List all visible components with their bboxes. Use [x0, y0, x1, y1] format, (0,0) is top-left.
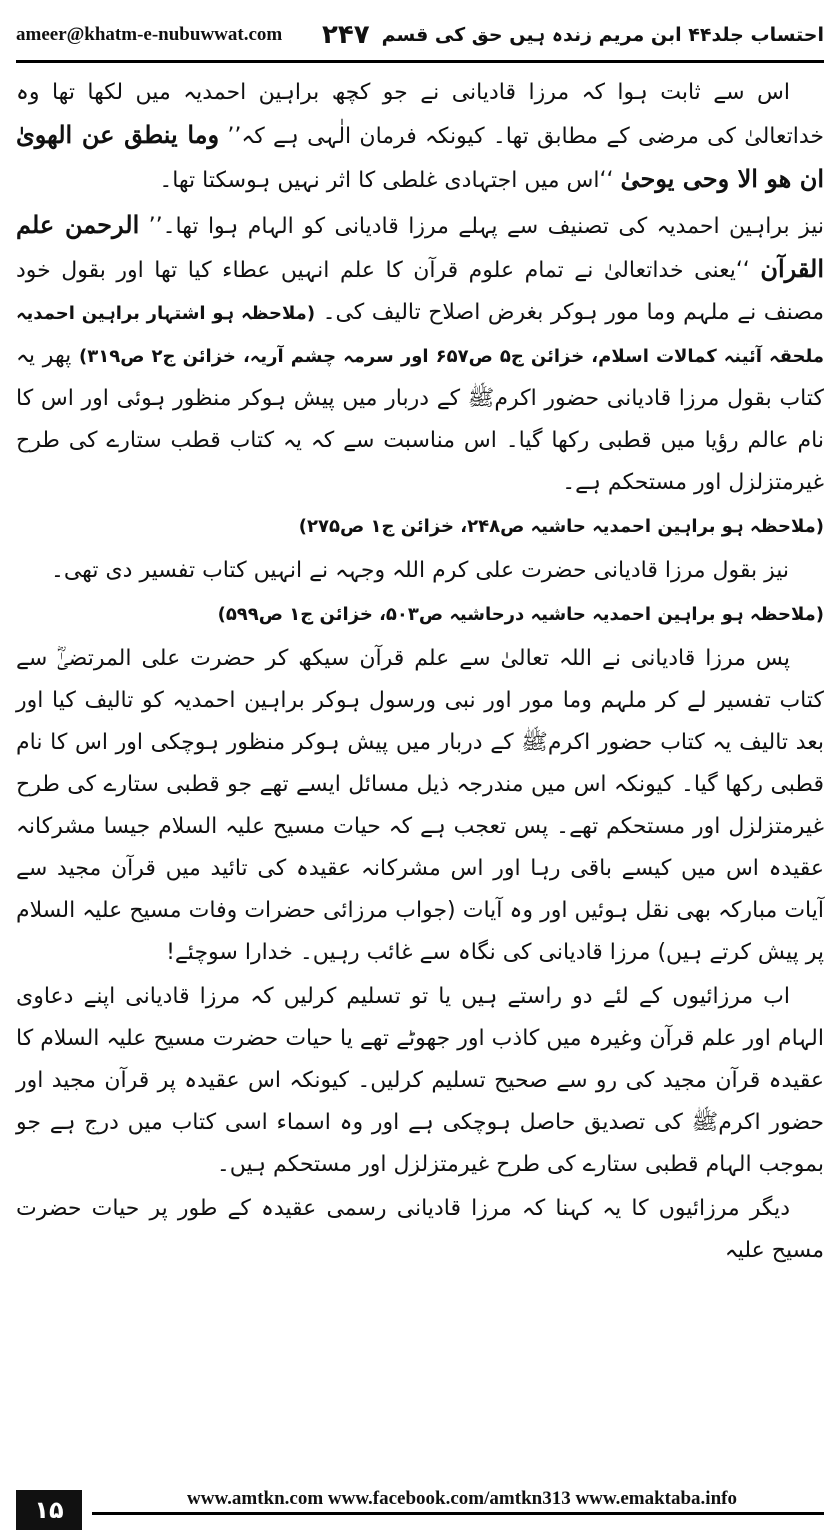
paragraph-1: [16, 72, 824, 202]
header-rule: [16, 60, 824, 63]
paragraph-2: [16, 204, 824, 504]
paragraph-5: اب مرزائیوں کے لئے دو راستے ہیں یا تو تسلیم کرلیں کہ مرزا قادیانی اپنے دعاوی الہام اور علم قرآن وغیرہ میں کاذب اور جھوٹے تھے یا حیات حضرت مسیح علیہ السلام کا عقیدہ قرآن مجید کی رو سے صحیح تسلیم کرلیں۔ کیونکہ اس عقیدہ پر قرآن مجید اور حضور اکرمﷺ کی تصدیق حاصل ہوچکی ہے اور وہ اسماء اسی کتاب میں درج ہے جو بموجب الہام قطبی ستارے کی طرح غیرمتزلزل اور مستحکم ہیں۔: [16, 984, 824, 1177]
paragraph-3: نیز بقول مرزا قادیانی حضرت علی کرم اللہ وجہہ نے انہیں کتاب تفسیر دی تھی۔: [50, 558, 790, 583]
footer-links: www.amtkn.com www.facebook.com/amtkn313 www.emaktaba.info: [100, 1488, 824, 1510]
running-title: احتساب جلد۴۴ ابن مریم زندہ ہیں حق کی قسم: [381, 24, 824, 46]
paragraph-1-tail: ‘‘اس میں اجتہادی غلطی کا اثر نہیں ہوسکتا تھا۔: [159, 168, 614, 193]
reference-2: (ملاحظہ ہو براہین احمدیہ حاشیہ ص۲۴۸، خزائن ج۱ ص۲۷۵): [298, 516, 824, 537]
quran-verse-1: وما ینطق عن الهویٰ ان هو الا وحی یوحیٰ: [16, 120, 824, 193]
header-page-number: ۲۴۷: [322, 20, 370, 50]
footer-rule: [92, 1512, 824, 1515]
reference-1: (ملاحظہ ہو اشتہار براہین احمدیہ ملحقہ آئینہ کمالات اسلام، خزائن ج۵ ص۶۵۷ اور سرمہ چشم آریہ، خزائن ج۲ ص۳۱۹): [16, 303, 825, 367]
header-title-group: [322, 20, 824, 50]
paragraph-2-cont: پھر یہ کتاب بقول مرزا قادیانی حضور اکرمﷺ کے دربار میں پیش ہوکر منظور ہوئی اور اس کا نام عالم رؤیا میں قطبی رکھا گیا۔ اس مناسبت سے کہ یہ کتاب قطب ستارے کی طرح غیرمتزلزل اور مستحکم ہے۔: [16, 343, 824, 495]
paragraph-6: دیگر مرزائیوں کا یہ کہنا کہ مرزا قادیانی رسمی عقیدہ کے طور پر حیات حضرت مسیح علیہ: [16, 1196, 824, 1263]
page-header: [16, 10, 824, 60]
reference-3: (ملاحظہ ہو براہین احمدیہ حاشیہ درحاشیہ ص۵۰۳، خزائن ج۱ ص۵۹۹): [217, 604, 824, 625]
page-footer: [16, 1490, 824, 1530]
paragraph-1-text: اس سے ثابت ہوا کہ مرزا قادیانی نے جو کچھ براہین احمدیہ میں لکھا تھا وہ خداتعالیٰ کی مرضی کے مطابق تھا۔ کیونکہ فرمان الٰہی ہے کہ’’: [16, 80, 825, 149]
header-email: ameer@khatm-e-nubuwwat.com: [16, 24, 283, 45]
paragraph-4: پس مرزا قادیانی نے اللہ تعالیٰ سے علم قرآن سیکھ کر حضرت علی المرتضیٰؓ سے کتاب تفسیر لے کر ملہم وما مور اور نبی ورسول ہوکر براہین احمدیہ کو تالیف کیا اور بعد تالیف یہ کتاب حضور اکرمﷺ کے دربار میں پیش ہوکر منظور ہوچکی اور اس کا نام قطبی رکھا گیا۔ کیونکہ اس میں مندرجہ ذیل مسائل ایسے تھے جو قطبی ستارے کی طرح غیرمتزلزل اور مستحکم تھے۔ پس تعجب ہے کہ حیات مسیح علیہ السلام جیسا مشرکانہ عقیدہ اس میں کیسے باقی رہا اور اس مشرکانہ عقیدہ کی تائید میں قرآن مجید سے آیات مبارکہ بھی نقل ہوئیں اور وہ آیات (جواب مرزائی حضرات وفات مسیح علیہ السلام پر پیش کرتے ہیں) مرزا قادیانی کی نگاہ سے غائب رہیں۔ خدارا سوچئے!: [16, 646, 824, 965]
quran-verse-2: الرحمن علم القرآن: [16, 210, 824, 283]
paragraph-2-text: نیز براہین احمدیہ کی تصنیف سے پہلے مرزا قادیانی کو الہام ہوا تھا۔’’: [148, 214, 824, 239]
page-body: [16, 72, 824, 1447]
paragraph-2-tail: ‘‘یعنی خداتعالیٰ نے تمام علوم قرآن کا علم انہیں عطاء کیا تھا اور بقول خود مصنف نے ملہم وما مور ہوکر بغرض اصلاح تالیف کی۔: [16, 258, 824, 325]
footer-page-number: ۱۵: [16, 1490, 82, 1530]
